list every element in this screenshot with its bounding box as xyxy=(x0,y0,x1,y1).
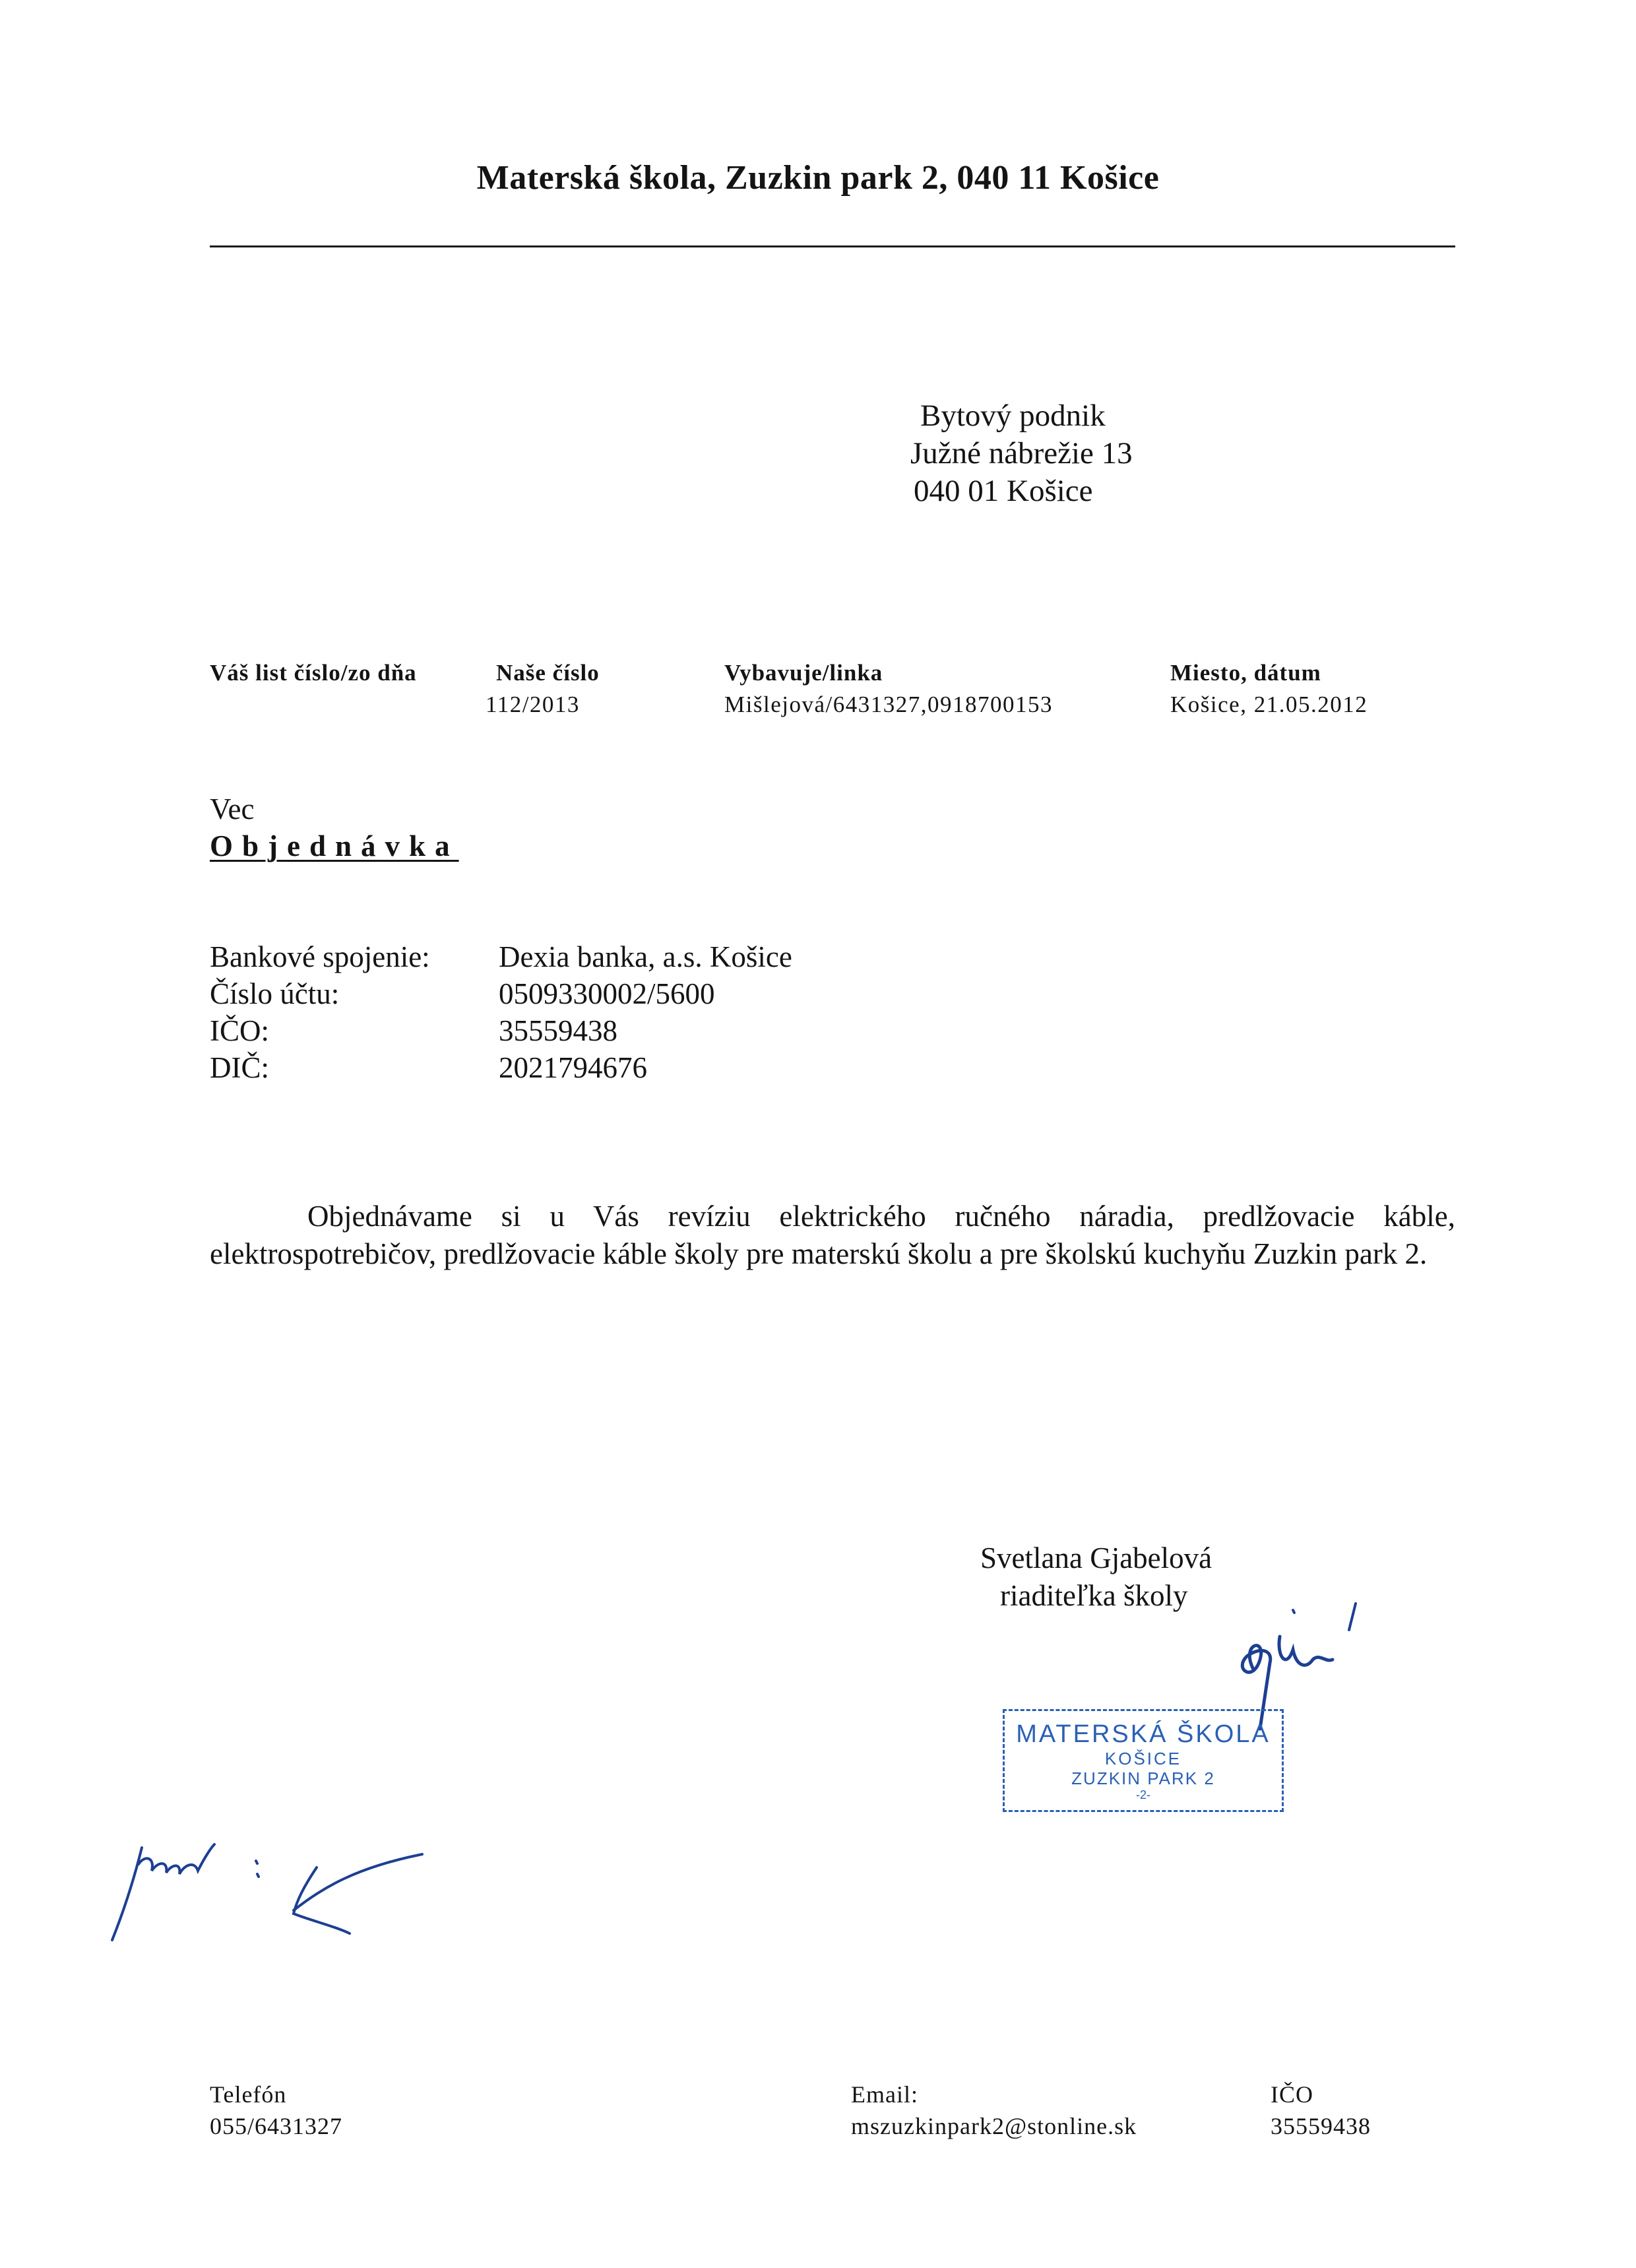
bank-details-labels xyxy=(210,938,430,1086)
handled-by-value: Mišlejová/6431327,0918700153 xyxy=(724,692,1053,717)
our-number-value: 112/2013 xyxy=(486,692,580,717)
handwritten-received-note xyxy=(106,1834,449,1960)
footer-phone xyxy=(210,2079,342,2142)
recipient-line-3: 040 01 Košice xyxy=(914,474,1093,508)
subject-label: Vec xyxy=(210,793,255,826)
stamp-line-4: -2- xyxy=(1136,1788,1150,1801)
order-body-paragraph: Objednávame si u Vás revíziu elektrického ručného náradia, predlžovacie káble, elektrospotrebičov, predlžovacie káble školy pre materskú školu a pre školskú kuchyňu Zuzkin park 2. xyxy=(210,1200,1455,1270)
footer-ico-value: 35559438 xyxy=(1271,2113,1371,2139)
ico-label: IČO: xyxy=(210,1014,269,1047)
footer-ico xyxy=(1271,2079,1371,2142)
subject-title: Objednávka xyxy=(210,829,459,862)
dic-value: 2021794676 xyxy=(499,1051,647,1084)
stamp-line-2: KOŠICE xyxy=(1104,1749,1182,1768)
footer-email-value[interactable]: mszuzkinpark2@stonline.sk xyxy=(851,2113,1137,2139)
footer-email xyxy=(851,2079,1137,2142)
dic-label: DIČ: xyxy=(210,1051,269,1084)
place-date-value: Košice, 21.05.2012 xyxy=(1170,692,1368,717)
account-number-value: 0509330002/5600 xyxy=(499,977,715,1010)
signatory-role: riaditeľka školy xyxy=(1000,1579,1188,1612)
footer-phone-value: 055/6431327 xyxy=(210,2113,343,2139)
bank-connection-label: Bankové spojenie: xyxy=(210,940,430,973)
letterhead-divider xyxy=(210,245,1455,247)
stamp-line-1: MATERSKÁ ŠKOLA xyxy=(1016,1720,1271,1748)
footer-email-label: Email: xyxy=(851,2081,918,2108)
account-number-label: Číslo účtu: xyxy=(210,977,340,1010)
stamp-line-3: ZUZKIN PARK 2 xyxy=(1071,1768,1215,1788)
footer-phone-label: Telefón xyxy=(210,2081,287,2108)
your-letter-label: Váš list číslo/zo dňa xyxy=(210,660,417,686)
bank-details-values xyxy=(499,938,792,1086)
place-date-label: Miesto, dátum xyxy=(1170,660,1321,686)
handled-by-label: Vybavuje/linka xyxy=(724,660,883,686)
our-number-label: Naše číslo xyxy=(496,660,600,686)
recipient-line-1: Bytový podnik xyxy=(920,399,1106,433)
bank-connection-value: Dexia banka, a.s. Košice xyxy=(499,940,792,973)
footer-ico-label: IČO xyxy=(1271,2081,1313,2108)
signatory-name: Svetlana Gjabelová xyxy=(980,1541,1212,1574)
ico-value: 35559438 xyxy=(499,1014,617,1047)
school-stamp xyxy=(1003,1709,1284,1812)
letterhead-title: Materská škola, Zuzkin park 2, 040 11 Košice xyxy=(476,159,1160,197)
recipient-address xyxy=(910,397,1133,510)
recipient-line-2: Južné nábrežie 13 xyxy=(910,436,1133,470)
